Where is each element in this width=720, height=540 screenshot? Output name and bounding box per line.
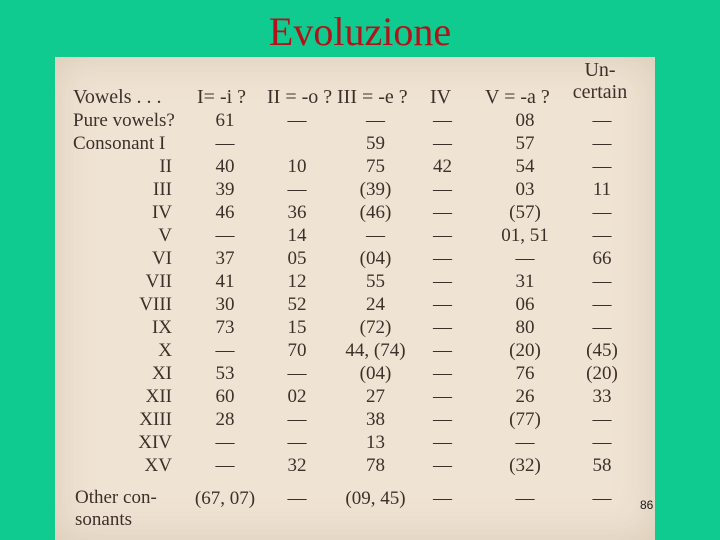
table-row xyxy=(55,109,655,132)
row-label: XIV xyxy=(138,432,172,453)
row-label: Consonant I xyxy=(73,133,166,154)
table-cell: 75 xyxy=(366,156,385,177)
header-col-2: II = -o ? xyxy=(267,86,333,108)
table-row xyxy=(55,224,655,247)
table-cell: 28 xyxy=(215,409,235,430)
table-row xyxy=(55,178,655,201)
table-cell: — xyxy=(215,133,235,154)
table-cell: 02 xyxy=(287,386,307,407)
table-cell: — xyxy=(433,340,452,361)
row-label: X xyxy=(158,340,172,361)
table-cell: — xyxy=(592,271,612,292)
table-cell: — xyxy=(433,225,452,246)
table-row xyxy=(55,316,655,339)
table-cell: — xyxy=(433,202,452,223)
table-row xyxy=(55,270,655,293)
table-cell: 36 xyxy=(287,202,307,223)
table-cell: 70 xyxy=(287,340,307,361)
table-cell: — xyxy=(287,179,307,200)
table-cell: — xyxy=(592,110,612,131)
table-cell: 26 xyxy=(515,386,535,407)
table-cell: — xyxy=(592,409,612,430)
table-cell: — xyxy=(215,455,235,476)
vowel-consonant-table xyxy=(55,57,655,540)
table-cell: 27 xyxy=(366,386,385,407)
footer-cell: — xyxy=(592,488,612,509)
row-label: V xyxy=(158,225,172,246)
table-cell: — xyxy=(592,202,612,223)
table-cell: 59 xyxy=(366,133,385,154)
row-label: III xyxy=(153,179,172,200)
table-cell: 46 xyxy=(215,202,235,223)
table-cell: 80 xyxy=(515,317,535,338)
footer-cell: — xyxy=(433,488,452,509)
table-cell: 44, (74) xyxy=(345,340,406,361)
row-label: VI xyxy=(151,248,172,269)
table-cell: — xyxy=(515,432,535,453)
table-row xyxy=(55,155,655,178)
slide-title: Evoluzione xyxy=(268,9,452,54)
table-cell: — xyxy=(433,317,452,338)
table-row xyxy=(55,293,655,316)
table-cell: (20) xyxy=(509,340,541,361)
footer-cell: (09, 45) xyxy=(345,488,406,509)
table-cell: — xyxy=(592,294,612,315)
table-cell: — xyxy=(287,363,307,384)
page-number: 86 xyxy=(640,498,654,512)
table-cell: — xyxy=(366,225,385,246)
table-cell: (04) xyxy=(359,248,392,269)
footer-cell: (67, 07) xyxy=(194,488,256,509)
table-cell: 53 xyxy=(215,363,235,384)
row-label: XII xyxy=(145,386,172,407)
header-col-6: Un- certain xyxy=(572,59,628,103)
table-cell: 06 xyxy=(515,294,535,315)
table-cell: — xyxy=(287,432,307,453)
table-cell: — xyxy=(433,432,452,453)
table-cell: 41 xyxy=(215,271,235,292)
table-cell: — xyxy=(287,409,307,430)
table-cell: — xyxy=(592,432,612,453)
table-row xyxy=(55,339,655,362)
table-cell: 40 xyxy=(215,156,235,177)
table-cell: 61 xyxy=(215,110,235,131)
table-cell: 03 xyxy=(515,179,535,200)
row-label: IV xyxy=(151,202,172,223)
table-cell: (20) xyxy=(586,363,618,384)
table-cell: — xyxy=(433,455,452,476)
table-cell: — xyxy=(433,386,452,407)
table-cell: 42 xyxy=(433,156,452,177)
table-cell: — xyxy=(515,248,535,269)
table-cell: — xyxy=(287,110,307,131)
row-label: IX xyxy=(151,317,172,338)
table-cell: — xyxy=(433,271,452,292)
table-cell: 73 xyxy=(215,317,235,338)
table-cell: (04) xyxy=(359,363,392,384)
header-col-1: I= -i ? xyxy=(197,86,247,108)
table-cell: (32) xyxy=(509,455,541,476)
row-label: II xyxy=(159,156,172,177)
table-cell: 14 xyxy=(287,225,307,246)
table-cell: 08 xyxy=(515,110,535,131)
row-label: XI xyxy=(151,363,172,384)
table-cell: 24 xyxy=(366,294,385,315)
scanned-table-image xyxy=(55,57,655,540)
table-cell: 39 xyxy=(215,179,235,200)
row-label: VIII xyxy=(139,294,172,315)
table-cell: 12 xyxy=(287,271,307,292)
table-cell: 32 xyxy=(287,455,307,476)
header-col-3: III = -e ? xyxy=(337,86,408,108)
header-vowels: Vowels . . . xyxy=(73,86,162,108)
row-label: VII xyxy=(145,271,172,292)
footer-row xyxy=(55,487,655,510)
table-row xyxy=(55,201,655,224)
table-row xyxy=(55,247,655,270)
table-cell: (46) xyxy=(359,202,392,223)
table-cell: — xyxy=(592,133,612,154)
table-cell: — xyxy=(433,133,452,154)
table-cell: 57 xyxy=(515,133,535,154)
table-cell: 55 xyxy=(366,271,385,292)
table-cell: 52 xyxy=(287,294,307,315)
table-cell: 13 xyxy=(366,432,385,453)
table-cell: — xyxy=(433,179,452,200)
table-cell: 76 xyxy=(515,363,535,384)
header-col-5: V = -a ? xyxy=(485,86,550,108)
header-col-4: IV xyxy=(430,86,452,108)
table-cell: 78 xyxy=(366,455,385,476)
table-cell: — xyxy=(215,432,235,453)
table-cell: 37 xyxy=(215,248,235,269)
table-cell: — xyxy=(433,363,452,384)
table-row xyxy=(55,385,655,408)
row-label: Pure vowels? xyxy=(73,110,175,131)
table-cell: (72) xyxy=(359,317,392,338)
table-cell: 15 xyxy=(287,317,307,338)
table-cell: — xyxy=(366,110,385,131)
table-cell: 60 xyxy=(215,386,235,407)
table-cell: — xyxy=(592,156,612,177)
row-label: XIII xyxy=(139,409,172,430)
table-row xyxy=(55,132,655,155)
table-cell: — xyxy=(433,409,452,430)
table-cell: 05 xyxy=(287,248,307,269)
table-cell: 11 xyxy=(592,179,612,200)
table-cell: (39) xyxy=(359,179,392,200)
table-row xyxy=(55,408,655,431)
table-row xyxy=(55,454,655,477)
table-cell: — xyxy=(215,340,235,361)
row-label: XV xyxy=(144,455,172,476)
footer-cell: — xyxy=(515,488,535,509)
table-cell: (45) xyxy=(586,340,618,361)
table-cell: 58 xyxy=(592,455,612,476)
table-cell: 10 xyxy=(287,156,307,177)
table-cell: 66 xyxy=(592,248,612,269)
table-row xyxy=(55,431,655,454)
table-cell: (57) xyxy=(509,202,541,223)
footer-label: Other con- sonants xyxy=(75,487,157,530)
table-cell: 31 xyxy=(515,271,535,292)
footer-cell: — xyxy=(287,488,307,509)
table-cell: — xyxy=(592,225,612,246)
table-cell: — xyxy=(433,110,452,131)
table-row xyxy=(55,362,655,385)
table-cell: 01, 51 xyxy=(501,225,549,246)
table-cell: (77) xyxy=(509,409,541,430)
table-cell: 38 xyxy=(366,409,385,430)
table-cell: — xyxy=(433,294,452,315)
table-cell: 33 xyxy=(592,386,612,407)
table-cell: 30 xyxy=(215,294,235,315)
table-cell: — xyxy=(215,225,235,246)
table-cell: — xyxy=(592,317,612,338)
table-cell: 54 xyxy=(515,156,535,177)
table-cell: — xyxy=(433,248,452,269)
